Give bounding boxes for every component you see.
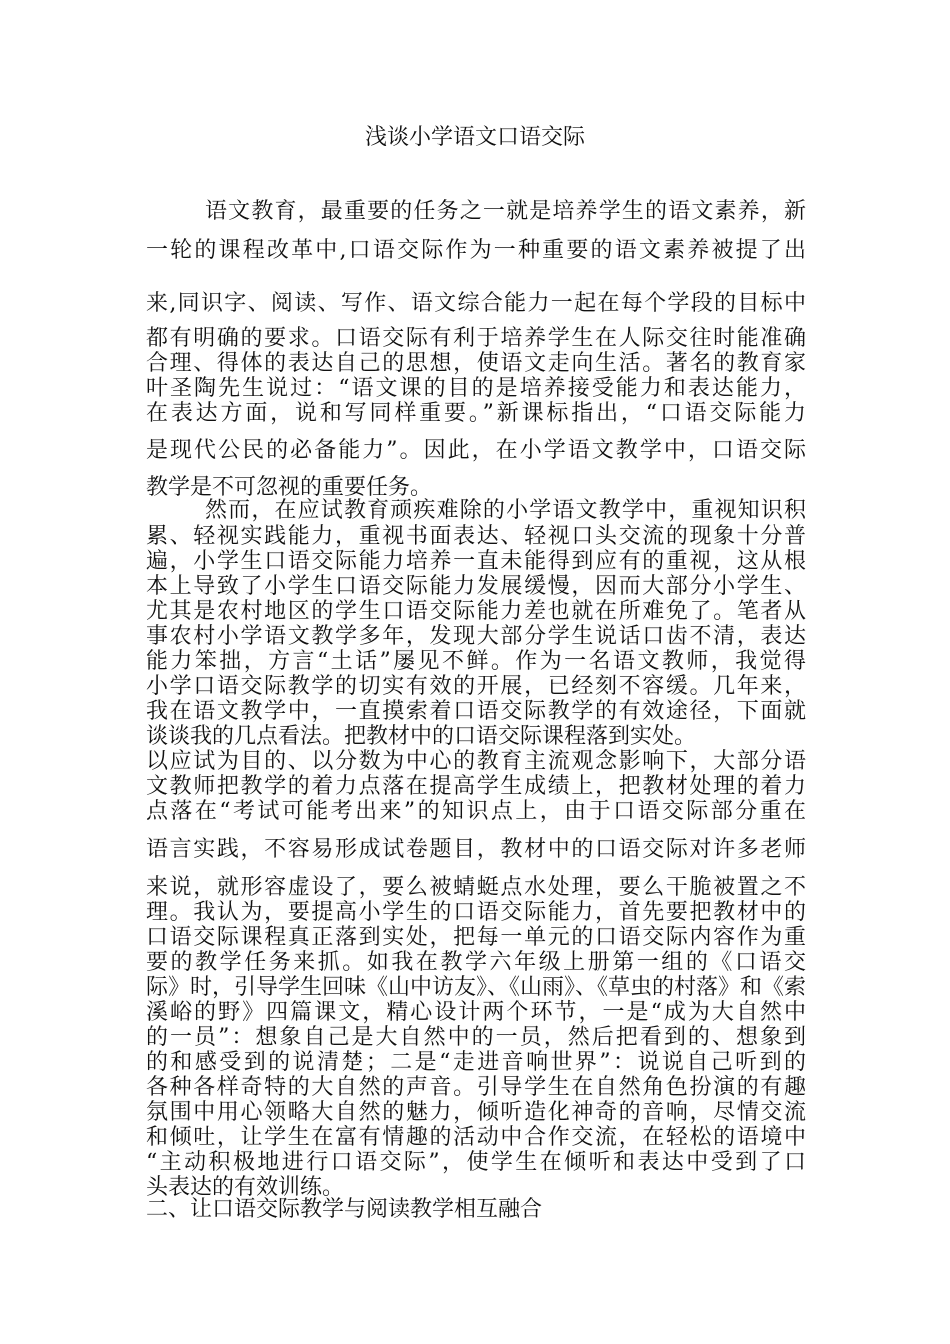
body-line: 能力笨拙，方言“土话”屡见不鲜。作为一名语文教师，我觉得 <box>146 649 806 674</box>
body-line: 我在语文教学中，一直摸索着口语交际教学的有效途径，下面就 <box>146 699 806 724</box>
body-line: 来说，就形容虚设了，要么被蜻蜓点水处理，要么干脆被置之不 <box>146 875 806 900</box>
body-line: 都有明确的要求。口语交际有利于培养学生在人际交往时能准确 <box>146 326 806 351</box>
body-line: 要的教学任务来抓。如我在教学六年级上册第一组的《口语交 <box>146 950 806 975</box>
body-line: 二、让口语交际教学与阅读教学相互融合 <box>146 1197 543 1222</box>
body-line: 的和感受到的说清楚；二是“走进音响世界”：说说自己听到的 <box>146 1050 806 1075</box>
body-line: 以应试为目的、以分数为中心的教育主流观念影响下，大部分语 <box>146 749 806 774</box>
body-line: 各种各样奇特的大自然的声音。引导学生在自然角色扮演的有趣 <box>146 1075 806 1100</box>
document-title: 浅谈小学语文口语交际 <box>364 125 585 150</box>
body-line: 累、轻视实践能力，重视书面表达、轻视口头交流的现象十分普 <box>146 524 806 549</box>
body-line: 小学口语交际教学的切实有效的开展，已经刻不容缓。几年来， <box>146 674 806 699</box>
body-line: 谈谈我的几点看法。把教材中的口语交际课程落到实处。 <box>146 724 697 749</box>
body-line: 氛围中用心领略大自然的魅力，倾听造化神奇的音响，尽情交流 <box>146 1100 806 1125</box>
body-line: 语言实践，不容易形成试卷题目，教材中的口语交际对许多老师 <box>146 837 806 862</box>
body-line: 文教师把教学的着力点落在提高学生成绩上，把教材处理的着力 <box>146 774 806 799</box>
body-line: 口语交际课程真正落到实处，把每一单元的口语交际内容作为重 <box>146 925 806 950</box>
body-line: 教学是不可忽视的重要任务。 <box>146 475 433 500</box>
body-line: 事农村小学语文教学多年，发现大部分学生说话口齿不清，表达 <box>146 624 806 649</box>
body-line: 点落在“考试可能考出来”的知识点上，由于口语交际部分重在 <box>146 799 806 824</box>
body-line: 的一员”：想象自己是大自然中的一员，然后把看到的、想象到 <box>146 1025 806 1050</box>
body-line: 一轮的课程改革中,口语交际作为一种重要的语文素养被提了出 <box>146 238 806 263</box>
body-line: 合理、得体的表达自己的思想，使语文走向生活。著名的教育家 <box>146 351 806 376</box>
body-line: 和倾吐，让学生在富有情趣的活动中合作交流，在轻松的语境中 <box>146 1125 806 1150</box>
body-line: 叶圣陶先生说过：“语文课的目的是培养接受能力和表达能力， <box>146 376 806 401</box>
body-line: 在表达方面，说和写同样重要。”新课标指出，“口语交际能力 <box>146 401 806 426</box>
body-line: 溪峪的野》四篇课文，精心设计两个环节，一是“成为大自然中 <box>146 1000 806 1025</box>
body-line: “主动积极地进行口语交际”，使学生在倾听和表达中受到了口 <box>146 1150 806 1175</box>
body-line: 来,同识字、阅读、写作、语文综合能力一起在每个学段的目标中 <box>146 291 806 316</box>
body-line: 理。我认为，要提高小学生的口语交际能力，首先要把教材中的 <box>146 900 806 925</box>
body-line: 本上导致了小学生口语交际能力发展缓慢，因而大部分小学生、 <box>146 574 806 599</box>
body-line: 是现代公民的必备能力”。因此，在小学语文教学中，口语交际 <box>146 438 806 463</box>
body-line: 头表达的有效训练。 <box>146 1175 345 1200</box>
body-line: 际》时，引导学生回味《山中访友》、《山雨》、《草虫的村落》和《索 <box>146 975 807 1000</box>
body-line: 尤其是农村地区的学生口语交际能力差也就在所难免了。笔者从 <box>146 599 806 624</box>
body-line: 语文教育，最重要的任务之一就是培养学生的语文素养，新 <box>205 199 806 224</box>
body-line: 遍，小学生口语交际能力培养一直未能得到应有的重视，这从根 <box>146 549 806 574</box>
body-line: 然而，在应试教育顽疾难除的小学语文教学中，重视知识积 <box>205 498 806 523</box>
